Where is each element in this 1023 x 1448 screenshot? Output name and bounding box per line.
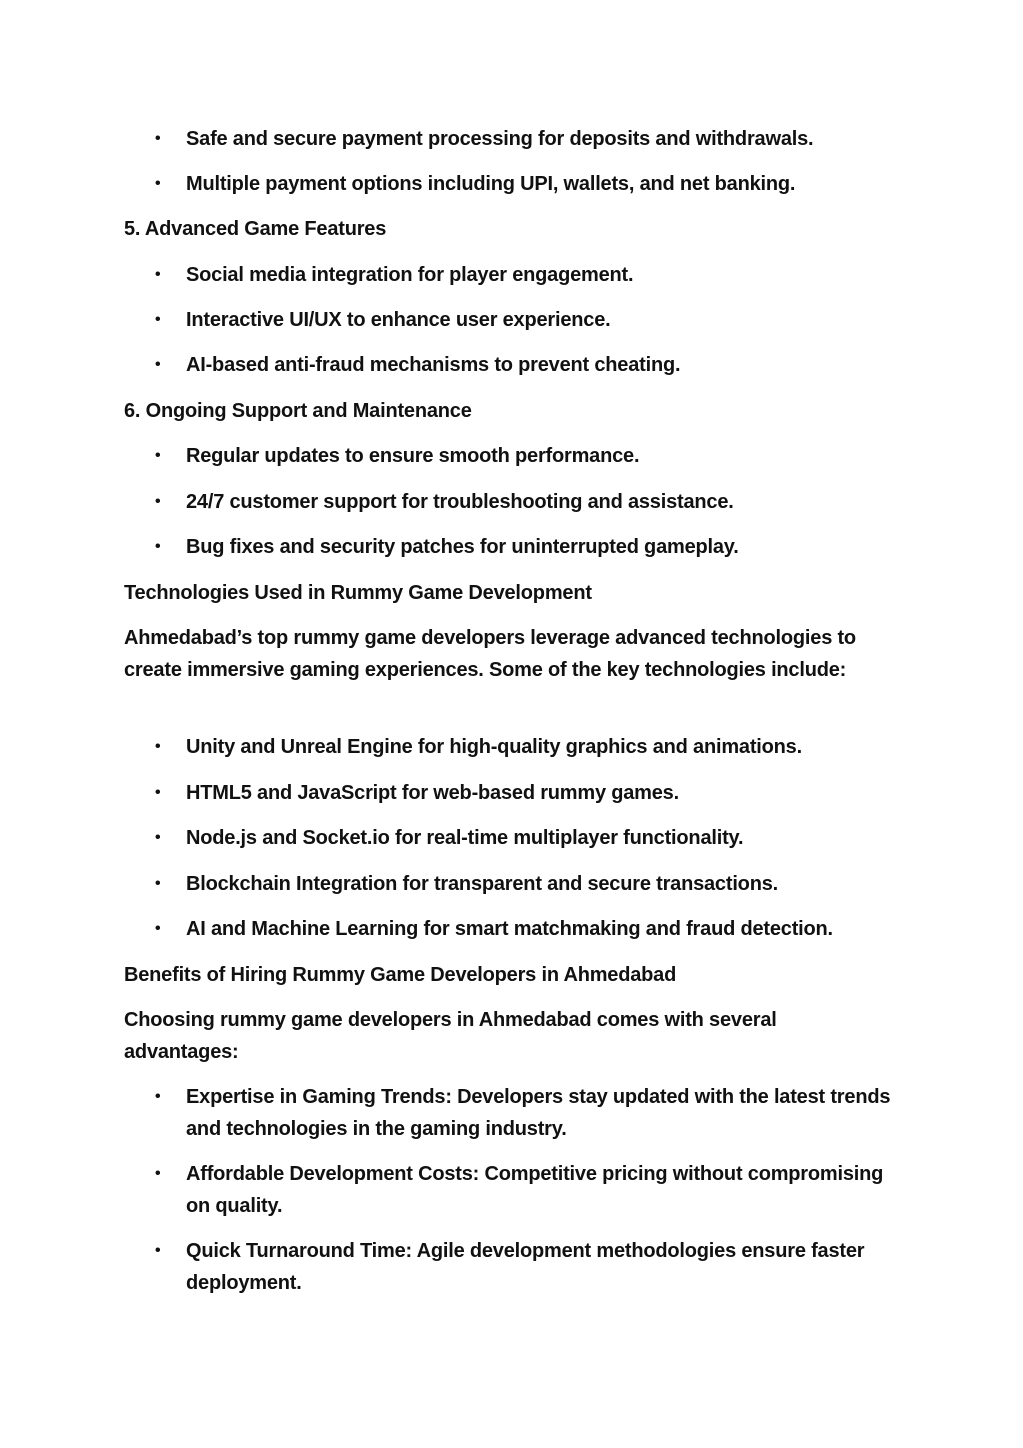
bullet-icon: • <box>155 493 161 510</box>
list-item-text: Safe and secure payment processing for deposits and withdrawals. <box>186 128 814 150</box>
list-item <box>155 1158 895 1222</box>
bullet-icon: • <box>155 738 161 755</box>
section-heading: 5. Advanced Game Features <box>124 218 387 240</box>
list-item-text: AI and Machine Learning for smart matchmaking and fraud detection. <box>186 918 833 940</box>
list-item <box>155 440 895 472</box>
list-item <box>155 1081 895 1145</box>
bullet-icon: • <box>155 1088 161 1105</box>
list-item <box>155 1235 895 1299</box>
list-item-text: Quick Turnaround Time: Agile development methodologies ensure faster deployment. <box>186 1240 865 1294</box>
list-item-text: Regular updates to ensure smooth performance. <box>186 445 640 467</box>
bullet-icon: • <box>155 538 161 555</box>
list-item <box>155 304 895 336</box>
list-item-text: Bug fixes and security patches for uninterrupted gameplay. <box>186 536 739 558</box>
bullet-icon: • <box>155 266 161 283</box>
section-heading: Benefits of Hiring Rummy Game Developers in Ahmedabad <box>124 964 677 986</box>
list-item <box>155 123 895 155</box>
bullet-icon: • <box>155 920 161 937</box>
bullet-icon: • <box>155 1165 161 1182</box>
bullet-icon: • <box>155 130 161 147</box>
list-item <box>155 777 895 809</box>
list-item-text: Blockchain Integration for transparent and secure transactions. <box>186 873 778 895</box>
list-item-text: AI-based anti-fraud mechanisms to prevent cheating. <box>186 354 681 376</box>
list-item <box>155 531 895 563</box>
list-item-text: 24/7 customer support for troubleshooting and assistance. <box>186 491 734 513</box>
bullet-icon: • <box>155 1242 161 1259</box>
bullet-icon: • <box>155 356 161 373</box>
list-item-text: Expertise in Gaming Trends: Developers stay updated with the latest trends and technologies in the gaming industry. <box>186 1086 891 1140</box>
list-item <box>155 822 895 854</box>
bullet-icon: • <box>155 829 161 846</box>
list-item <box>155 259 895 291</box>
list-item <box>155 731 895 763</box>
list-item <box>155 486 895 518</box>
section-heading: Technologies Used in Rummy Game Development <box>124 582 592 604</box>
bullet-icon: • <box>155 447 161 464</box>
list-item <box>155 913 895 945</box>
list-item-text: Interactive UI/UX to enhance user experience. <box>186 309 611 331</box>
list-item <box>155 168 895 200</box>
list-item <box>155 349 895 381</box>
bullet-icon: • <box>155 311 161 328</box>
list-item-text: Affordable Development Costs: Competitive pricing without compromising on quality. <box>186 1163 884 1217</box>
list-item <box>155 868 895 900</box>
bullet-icon: • <box>155 875 161 892</box>
list-item-text: Multiple payment options including UPI, wallets, and net banking. <box>186 173 796 195</box>
list-item-text: HTML5 and JavaScript for web-based rummy games. <box>186 782 679 804</box>
paragraph: Ahmedabad’s top rummy game developers leverage advanced technologies to create immersive gaming experiences. Some of the key technologies include: <box>124 627 856 681</box>
bullet-icon: • <box>155 784 161 801</box>
list-item-text: Node.js and Socket.io for real-time multiplayer functionality. <box>186 827 744 849</box>
paragraph: Choosing rummy game developers in Ahmedabad comes with several advantages: <box>124 1009 777 1063</box>
list-item-text: Unity and Unreal Engine for high-quality graphics and animations. <box>186 736 802 758</box>
list-item-text: Social media integration for player engagement. <box>186 264 634 286</box>
bullet-icon: • <box>155 175 161 192</box>
section-heading: 6. Ongoing Support and Maintenance <box>124 400 472 422</box>
